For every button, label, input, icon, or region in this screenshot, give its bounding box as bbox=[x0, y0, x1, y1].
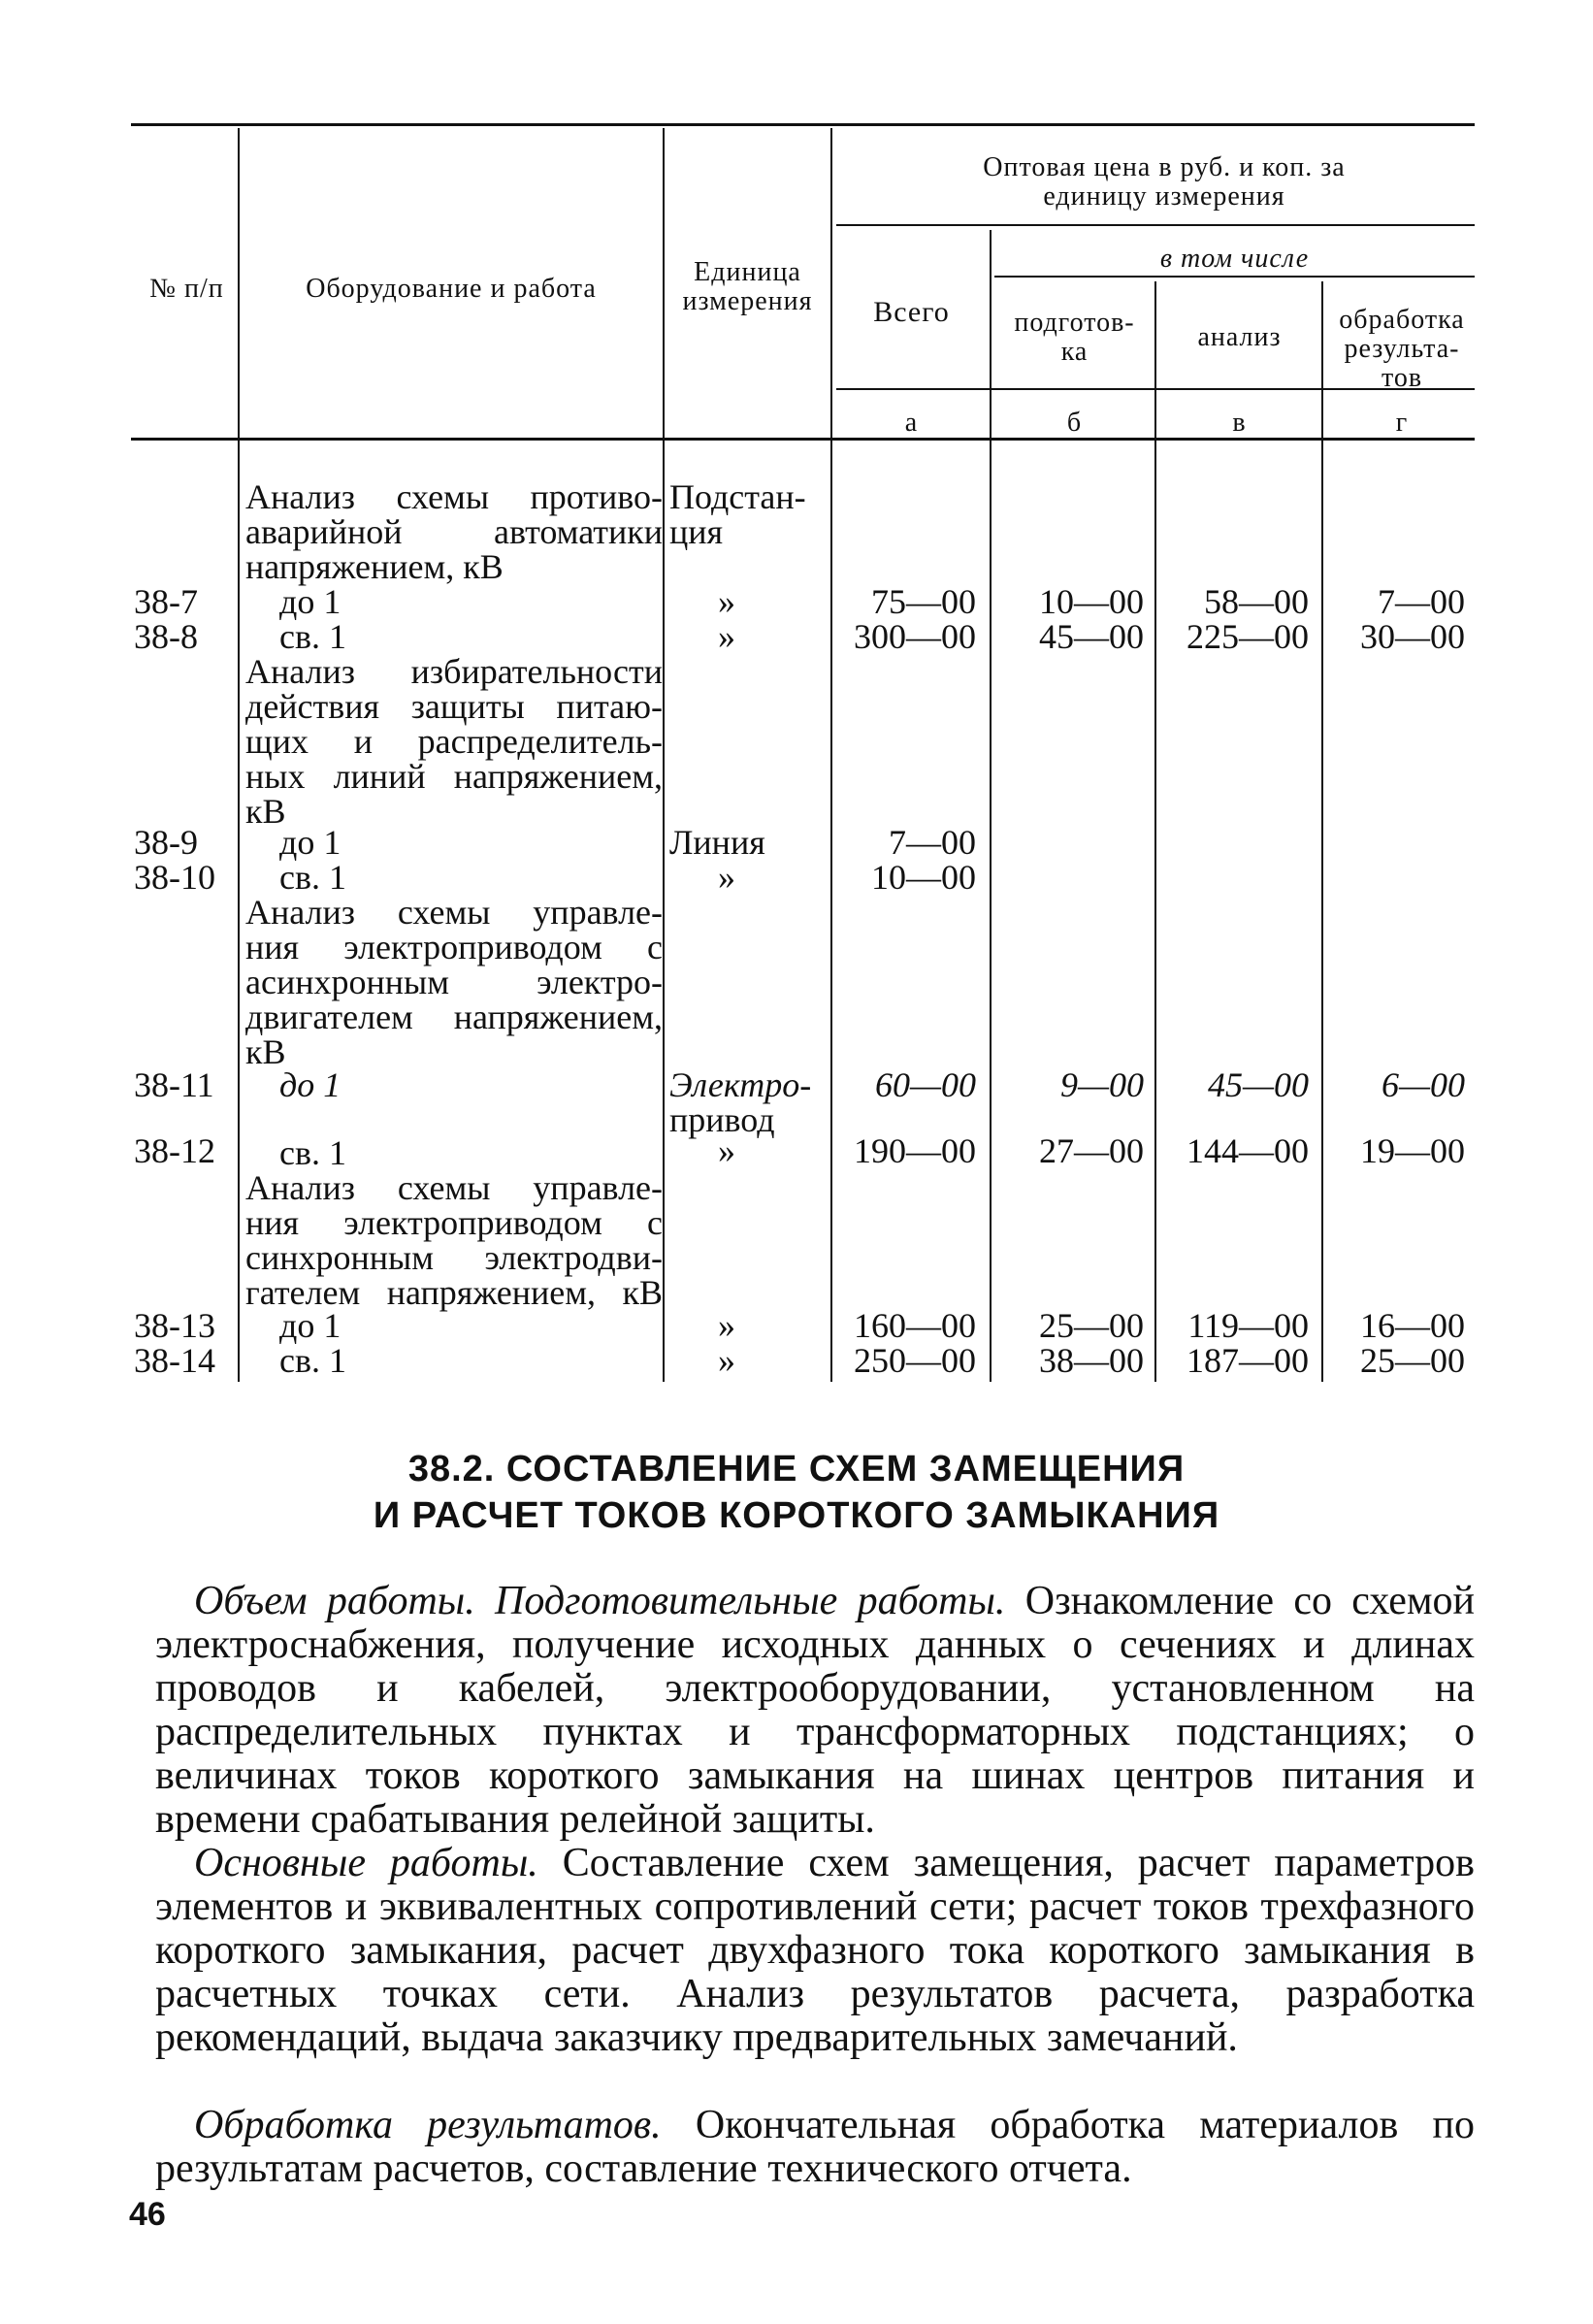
paragraph-main-works bbox=[155, 1842, 1475, 2060]
col-divider-6 bbox=[1321, 281, 1323, 1382]
header-analysis: анализ bbox=[1197, 322, 1282, 352]
header-equipment: Оборудование и работа bbox=[306, 274, 597, 304]
paragraph-scope bbox=[155, 1580, 1475, 1842]
header-total: Всего bbox=[873, 296, 950, 328]
paragraph-processing-lead: Обработка результатов. bbox=[194, 2103, 662, 2147]
col-divider-3 bbox=[830, 128, 832, 1382]
paragraph-processing-text: Окончательная обработка материалов по результатам расчетов, составление технического отчета. bbox=[155, 2103, 1475, 2191]
header-unit: Единица измерения bbox=[682, 257, 813, 316]
col-divider-5 bbox=[1154, 281, 1156, 1382]
table-top-rule bbox=[131, 123, 1475, 126]
group-1-unit: Подстан- bbox=[669, 477, 806, 516]
header-num: № п/п bbox=[149, 274, 224, 304]
paragraph-processing bbox=[155, 2104, 1475, 2191]
header-col-b: б bbox=[1066, 408, 1083, 438]
header-col-v: в bbox=[1232, 408, 1247, 438]
header-prep: подготов-ка bbox=[1014, 308, 1135, 367]
section-title bbox=[0, 1446, 1593, 1539]
header-col-a: а bbox=[904, 408, 919, 438]
section-title-line-2: И РАСЧЕТ ТОКОВ КОРОТКОГО ЗАМЫКАНИЯ bbox=[373, 1495, 1220, 1536]
section-title-line-1: 38.2. СОСТАВЛЕНИЕ СХЕМ ЗАМЕЩЕНИЯ bbox=[407, 1449, 1186, 1489]
including-rule bbox=[994, 276, 1475, 278]
paragraph-main-works-lead: Основные работы. bbox=[194, 1841, 538, 1885]
header-processing: обработка результа-тов bbox=[1339, 305, 1465, 393]
header-price-group: Оптовая цена в руб. и коп. за единицу измерения bbox=[983, 152, 1346, 212]
paragraph-scope-text: Ознакомление со схемой электроснабжения, получение исходных данных о сечениях и длинах проводов и кабелей, электрооборудовании, установленном на распределительных пунктах и трансформаторных подстанциях; о величинах токов короткого замыкания на шинах центров питания и времени срабатывания релейной защиты. bbox=[155, 1579, 1475, 1842]
price-group-rule bbox=[836, 224, 1475, 226]
header-bottom-rule bbox=[131, 438, 1475, 441]
header-col-g: г bbox=[1395, 408, 1409, 438]
header-including: в том числе bbox=[1159, 244, 1310, 274]
col-divider-4 bbox=[990, 230, 992, 1382]
group-1-unit-cont: ция bbox=[669, 512, 724, 551]
col-divider-1 bbox=[238, 128, 240, 1382]
col-divider-2 bbox=[663, 128, 665, 1382]
paragraph-scope-lead: Объем работы. Подготовительные работы. bbox=[194, 1579, 1006, 1623]
page-number: 46 bbox=[129, 2196, 166, 2233]
paragraph-main-works-text: Составление схем замещения, расчет параметров элементов и эквивалентных сопротивлений сети; расчет токов трехфазного короткого замыкания, расчет двухфазного тока короткого замыкания в расчетных точках сети. Анализ результатов расчета, разработка рекомендаций, выдача заказчику предварительных замечаний. bbox=[155, 1841, 1476, 2060]
